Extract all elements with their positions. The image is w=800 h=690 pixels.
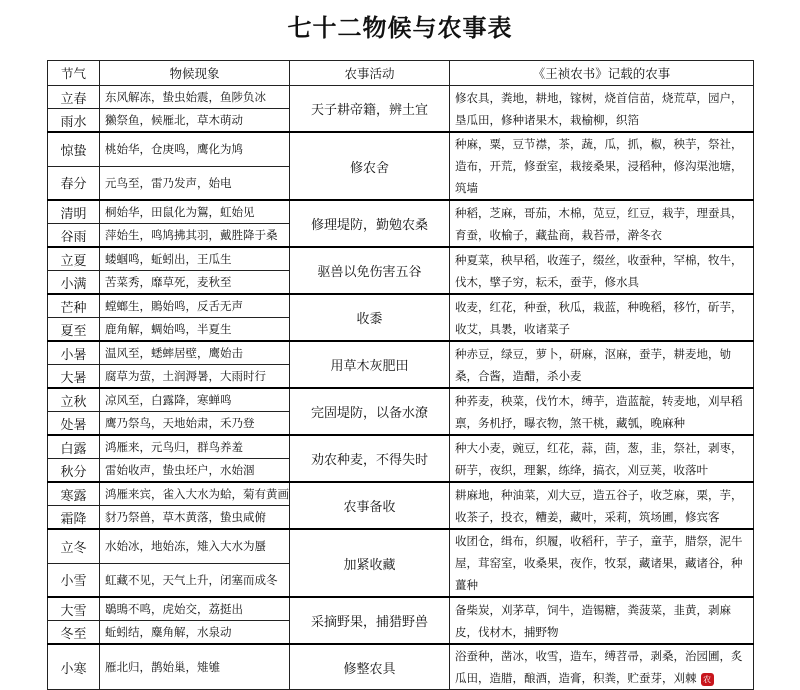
header-activity: 农事活动 — [290, 61, 450, 86]
book-record-cell — [450, 341, 754, 388]
table-row — [48, 435, 754, 459]
phenology-cell: 鹰乃祭鸟，天地始肃，禾乃登 — [100, 412, 290, 436]
phenology-cell: 鹿角解，蜩始鸣，半夏生 — [100, 318, 290, 342]
phenology-cell: 苦菜秀，靡草死，麦秋至 — [100, 271, 290, 295]
solar-term-cell: 立夏 — [48, 247, 100, 271]
solar-term-cell: 春分 — [48, 166, 100, 200]
table-row — [48, 529, 754, 563]
book-record-cell — [450, 388, 754, 435]
book-record-text: 种赤豆，绿豆，萝卜，研麻，沤麻，蚕芋，耕麦地，劬桑，合酱，造醋，杀小麦 — [455, 346, 731, 383]
activity-cell: 修理堤防，勤勉农桑 — [290, 200, 450, 247]
book-record-text: 种稻，芝麻，哥茄，木棉，苋豆，红豆，栽芋，理蚕具，育蚕，收榆子，藏盐商，栽苔帚，澣冬衣 — [455, 205, 743, 242]
solar-term-cell: 冬至 — [48, 621, 100, 645]
book-record-text: 修农具，粪地，耕地，镓树，烧首信苗，烧荒草，园户，垦瓜田，修种诸果木，栽榆柳，织箔 — [455, 90, 743, 127]
table-row — [48, 644, 754, 690]
book-record-text: 种大小麦，豌豆，红花，蒜，茴，葱，韭，祭社，剥枣，研芋，夜织，理絮，练绛，搞衣，刈豆荚，收落叶 — [455, 440, 743, 477]
book-record-cell — [450, 482, 754, 529]
table-row — [48, 294, 754, 318]
header-solar-term: 节气 — [48, 61, 100, 86]
book-record-text: 收麦，红花，种蚕，秋瓜，栽蓝，种晚稻，移竹，斫芋，收艾，具褁，收诸菜子 — [455, 299, 743, 336]
solar-term-cell: 大暑 — [48, 365, 100, 389]
header-book-record: 《王祯农书》记载的农事 — [450, 61, 754, 86]
phenology-cell: 蝼蝈鸣，蚯蚓出，王瓜生 — [100, 247, 290, 271]
solar-term-cell: 芒种 — [48, 294, 100, 318]
phenology-cell: 腐草为萤，土润溽暑，大雨时行 — [100, 365, 290, 389]
activity-cell: 收黍 — [290, 294, 450, 341]
solar-term-cell: 立秋 — [48, 388, 100, 412]
activity-cell: 天子耕帝籍，辨土宜 — [290, 86, 450, 133]
book-record-text: 耕麻地，种油菜，刈大豆，造五谷子，收芝麻，栗，芋，收茶子，投衣，糟姜，藏叶，采莉，筑场圃，修宾客 — [455, 487, 743, 524]
solar-term-cell: 秋分 — [48, 459, 100, 483]
solar-term-cell: 立春 — [48, 86, 100, 109]
book-record-text: 备柴炭，刈茅草，饲牛，造锡糖，粪菠菜，韭黄，剥麻皮，伐材木，捕野物 — [455, 602, 731, 639]
table-body — [48, 86, 754, 690]
phenology-cell: 桃始华，仓庚鸣，鹰化为鸠 — [100, 132, 290, 166]
phenology-cell: 獭祭鱼，候雁北，草木萌动 — [100, 109, 290, 133]
solar-term-cell: 小雪 — [48, 563, 100, 597]
header-phenology: 物候现象 — [100, 61, 290, 86]
phenology-table — [47, 60, 754, 690]
activity-cell: 修农舍 — [290, 132, 450, 200]
phenology-cell: 萍始生，鸣鸠拂其羽，戴胜降于桑 — [100, 224, 290, 248]
phenology-cell: 豺乃祭兽，草木黄落，蛰虫咸俯 — [100, 506, 290, 530]
table-row — [48, 132, 754, 166]
book-record-cell — [450, 294, 754, 341]
solar-term-cell: 霜降 — [48, 506, 100, 530]
activity-cell: 劝农种麦，不得失时 — [290, 435, 450, 482]
book-record-cell — [450, 529, 754, 597]
phenology-cell: 鸿雁来宾，雀入大水为蛤，菊有黄画 — [100, 482, 290, 506]
solar-term-cell: 小满 — [48, 271, 100, 295]
activity-cell: 修整农具 — [290, 644, 450, 690]
solar-term-cell: 处暑 — [48, 412, 100, 436]
phenology-cell: 桐始华，田鼠化为鴽，虹始见 — [100, 200, 290, 224]
solar-term-cell: 雨水 — [48, 109, 100, 133]
book-record-cell — [450, 132, 754, 200]
table-row — [48, 482, 754, 506]
table-row — [48, 597, 754, 621]
phenology-cell: 鶡鴠不鸣，虎始交，荔挺出 — [100, 597, 290, 621]
phenology-cell: 温风至，蟋蟀居壁，鹰始击 — [100, 341, 290, 365]
book-record-text: 种麻，粟，豆节襟，茶，蔬，瓜，抓，椒，秧芋，祭社，造布，开荒，修蚕室，栽接桑果，浸稻种，修沟渠池塘，筑墙 — [455, 137, 743, 195]
phenology-cell: 元鸟至，雷乃发声，始电 — [100, 166, 290, 200]
solar-term-cell: 寒露 — [48, 482, 100, 506]
activity-cell: 农事备收 — [290, 482, 450, 529]
table-row — [48, 341, 754, 365]
activity-cell: 加紧收藏 — [290, 529, 450, 597]
phenology-cell: 雁北归，鹊始巢，雉雊 — [100, 644, 290, 690]
book-record-text: 浴蚕种，凿冰，收雪，造车，缚苕帚，剥桑，治园圃，炙瓜田，造腊，酿酒，造膏，积粪，贮蚕芽，刈棘 — [455, 649, 743, 685]
book-record-cell — [450, 435, 754, 482]
seal-stamp-icon: 农 — [701, 673, 714, 686]
solar-term-cell: 夏至 — [48, 318, 100, 342]
solar-term-cell: 谷雨 — [48, 224, 100, 248]
phenology-cell: 东风解冻，蛰虫始震，鱼陟负冰 — [100, 86, 290, 109]
book-record-cell — [450, 644, 754, 690]
phenology-cell: 凉风至，白露降，寒蝉鸣 — [100, 388, 290, 412]
solar-term-cell: 小寒 — [48, 644, 100, 690]
phenology-cell: 水始冰，地始冻，雉入大水为蜃 — [100, 529, 290, 563]
book-record-cell — [450, 86, 754, 133]
solar-term-cell: 小暑 — [48, 341, 100, 365]
solar-term-cell: 白露 — [48, 435, 100, 459]
phenology-cell: 鸿雁来，元鸟归，群鸟养羞 — [100, 435, 290, 459]
solar-term-cell: 惊蛰 — [48, 132, 100, 166]
activity-cell: 用草木灰肥田 — [290, 341, 450, 388]
phenology-cell: 虹藏不见，天气上升，闭塞而成冬 — [100, 563, 290, 597]
solar-term-cell: 清明 — [48, 200, 100, 224]
table-row — [48, 200, 754, 224]
table-row — [48, 247, 754, 271]
table-row — [48, 86, 754, 109]
phenology-cell: 螳螂生，鵙始鸣，反舌无声 — [100, 294, 290, 318]
book-record-cell — [450, 247, 754, 294]
table-row — [48, 388, 754, 412]
book-record-cell — [450, 597, 754, 644]
phenology-cell: 雷始收声，蛰虫坯户，水始涸 — [100, 459, 290, 483]
book-record-text: 种荞麦，秧菜，伐竹木，缚芋，造蓝靛，转麦地，刈早稻禀，务机抒，曝衣物，煞干桃，藏瓠，晚麻种 — [455, 393, 743, 430]
activity-cell: 采摘野果，捕猎野兽 — [290, 597, 450, 644]
phenology-cell: 蚯蚓结，麋角解，水泉动 — [100, 621, 290, 645]
table-header-row — [48, 61, 754, 86]
page-title: 七十二物候与农事表 — [287, 14, 513, 42]
activity-cell: 驱兽以免伤害五谷 — [290, 247, 450, 294]
solar-term-cell: 立冬 — [48, 529, 100, 563]
book-record-text: 收团仓，缉布，织履，收稻秆，芋子，童芋，腊祭，泥牛屋，茸窑室，收桑果，夜作，牧泵，藏诸果，藏诸谷，种薑种 — [455, 534, 743, 592]
solar-term-cell: 大雪 — [48, 597, 100, 621]
activity-cell: 完固堤防，以备水潦 — [290, 388, 450, 435]
book-record-text: 种夏菜，秧早稻，收莲子，缀丝，收蚕种，罕棉，牧牛，伐木，擘子穷，耘禾，蚕芋，修水具 — [455, 252, 743, 289]
book-record-cell — [450, 200, 754, 247]
